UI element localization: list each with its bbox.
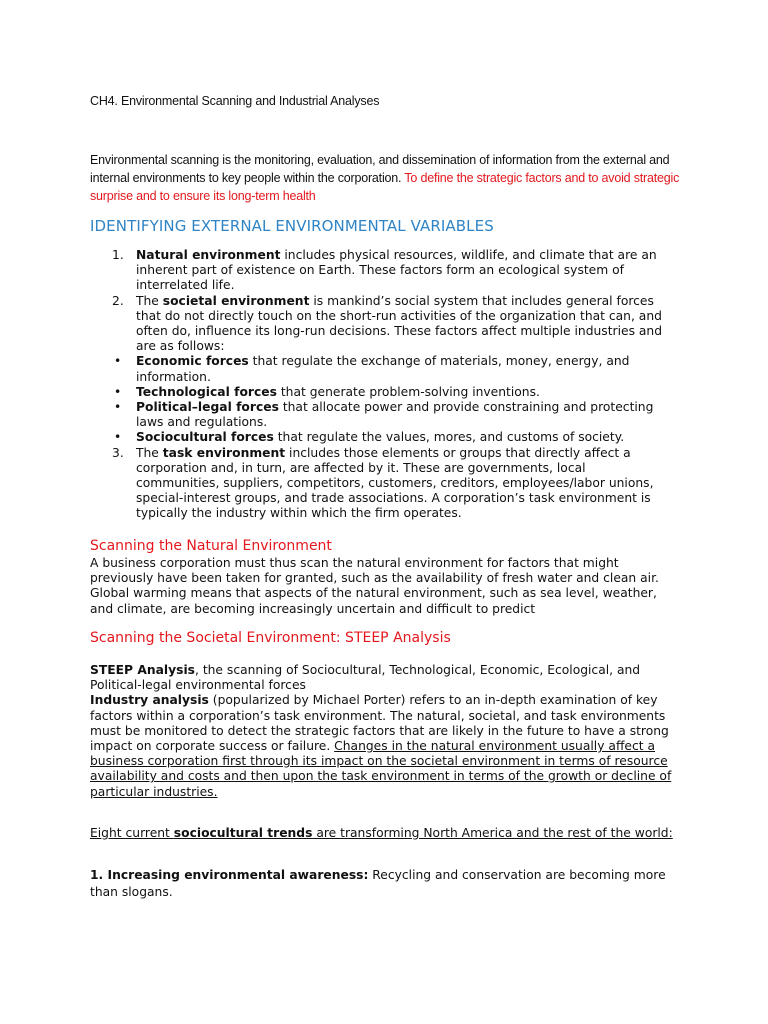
item-text: that generate problem-solving inventions. [276,384,540,399]
trends-prefix: Eight current [90,826,174,840]
natural-heading: Scanning the Natural Environment [90,538,332,554]
list-marker: 3. [112,445,124,460]
item-text: that allocate power and provide constraining and protecting laws and regulations. [136,400,654,430]
societal-heading: Scanning the Societal Environment: STEEP Analysis [90,630,451,646]
intro-purpose: To define the strategic factors and to avoid strategic surprise and to ensure its long-term health [90,171,680,203]
list-item [112,248,672,294]
trend-text: Recycling and conservation are becoming more than slogans. [90,868,666,899]
item-prefix: The [136,445,163,460]
item-text: includes physical resources, wildlife, and climate that are an inherent part of existence on Earth. These factors form an ecological system of interrelated life. [136,248,657,293]
bullet-marker: • [114,430,122,445]
industry-underlined-tail: particular industries. [90,784,218,799]
item-term: Political–legal forces [136,400,279,415]
industry-text: (popularized by Michael Porter) refers to an in-depth examination of key factors within a corporation’s task environment. The natural, societal, and task environments must be monitored to detect the strategic factors that are likely in the future to have a strong impact on corporate success or failure. [90,693,669,754]
bullet-marker: • [114,354,122,369]
list-item [112,385,672,400]
trends-term: sociocultural trends [173,826,313,840]
item-term: Technological forces [136,384,277,399]
identifying-heading: IDENTIFYING EXTERNAL ENVIRONMENTAL VARIABLES [90,217,494,235]
bullet-marker: • [114,384,122,399]
trends-suffix: are transforming North America and the rest of the world: [312,826,673,840]
environment-list [112,248,672,522]
industry-underlined: Changes in the natural environment usually affect a business corporation first through its impact on the societal environment in terms of resource availability and costs and then upon the task environment in terms of the growth or decline of [90,739,672,784]
item-text: is mankind’s social system that includes general forces that do not directly touch on the short-run activities of the organization that can, and often do, influence its long-run decisions. These factors affect multiple industries and are as follows: [136,293,663,354]
item-prefix: The [136,293,163,308]
item-text: that regulate the exchange of materials, money, energy, and information. [136,354,630,384]
steep-term: STEEP Analysis [90,663,195,677]
intro-definition: Environmental scanning is the monitoring, evaluation, and dissemination of information from the external and internal environments to key people within the corporation. [90,153,670,185]
steep-paragraph [90,663,680,800]
list-item [112,430,672,445]
item-term: task environment [162,445,286,460]
item-term: Economic forces [136,354,249,369]
chapter-title: CH4. Environmental Scanning and Industrial Analyses [90,94,380,108]
item-text: includes those elements or groups that directly affect a corporation and, in turn, are affected by it. These are governments, local communities, suppliers, competitors, customers, creditors, employees/labor unions, special-interest groups, and trade associations. A corporation’s task environment is typically the industry within which the firm operates. [136,445,654,521]
list-item [112,294,672,355]
trend-term: 1. Increasing environmental awareness: [90,868,369,882]
natural-body: A business corporation must thus scan the natural environment for factors that might previously have been taken for granted, such as the availability of fresh water and clean air. Global warming means that aspects of the natural environment, such as sea level, weather, and climate, are becoming increasingly uncertain and difficult to predict [90,556,659,616]
bullet-marker: • [114,400,122,415]
list-marker: 2. [112,293,124,308]
trends-paragraph [90,825,680,842]
item-text: that regulate the values, mores, and customs of society. [273,430,625,445]
industry-term: Industry analysis [90,693,209,708]
steep-text: , the scanning of Sociocultural, Technological, Economic, Ecological, and Political-legal environmental forces [90,663,641,693]
item-term: Sociocultural forces [136,430,274,445]
list-item [112,354,672,384]
list-marker: 1. [112,248,124,262]
list-item [112,446,672,522]
intro-paragraph [90,151,680,205]
item-term: Natural environment [136,248,281,262]
list-item [112,400,672,430]
item-term: societal environment [162,293,310,308]
trend-item [90,867,680,901]
